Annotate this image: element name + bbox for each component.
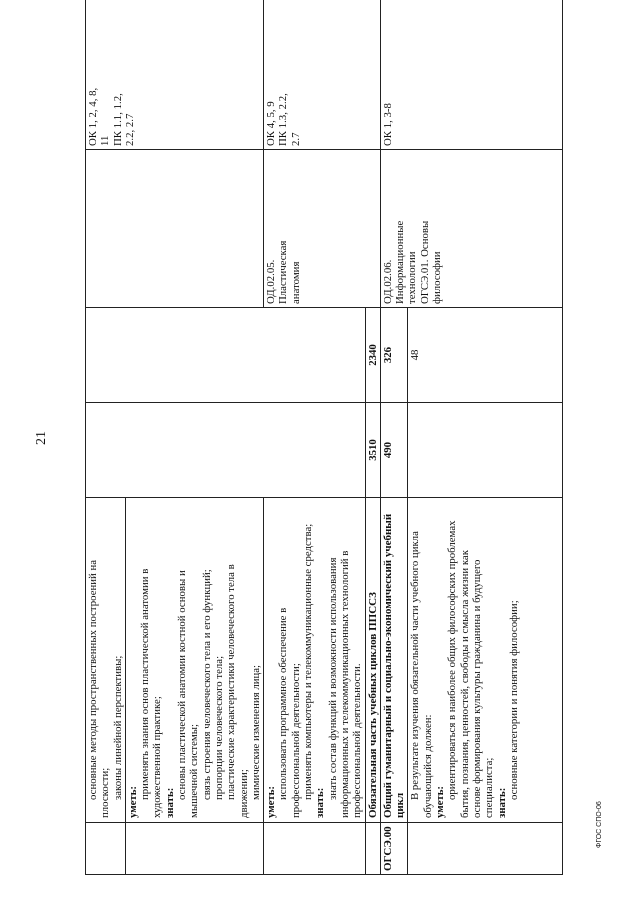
competency-line: ОК 4, 5, 9	[265, 101, 278, 146]
mandatory-cell	[86, 308, 366, 403]
competency-cell	[86, 0, 264, 150]
text-line: связь строения человеческого тела и его функций;	[200, 569, 213, 800]
discipline-line: анатомия	[289, 261, 302, 304]
table-row	[380, 0, 408, 875]
content-cell	[264, 498, 365, 823]
text-line: основные категории и понятия философии;	[507, 600, 520, 800]
max-load-cell	[408, 403, 563, 498]
mandatory-value: 326	[380, 308, 408, 403]
discipline-line: Информационные	[394, 220, 407, 304]
index-cell	[365, 823, 380, 875]
competency-line: 2.7	[289, 132, 302, 146]
index-cell: ОГСЭ.00	[380, 823, 408, 875]
table-row	[86, 0, 126, 875]
label-znat: знать:	[495, 787, 508, 818]
index-cell	[125, 823, 263, 875]
text-line: использовать программное обеспечение в	[277, 607, 290, 800]
text-line: профессиональной деятельности.	[351, 663, 364, 818]
competency-line: ПК 1.1, 1.2,	[111, 93, 124, 146]
max-load-value: 490	[380, 403, 408, 498]
text-line: мышечной системы;	[188, 724, 201, 818]
text-line: пластические характеристики человеческого тела в	[225, 564, 238, 800]
competency-cell	[264, 0, 381, 150]
text-line: профессиональной деятельности;	[289, 663, 302, 818]
competency-line: ПК 1.3, 2.2,	[277, 93, 290, 146]
page-number: 21	[34, 431, 49, 445]
text-line: В результате изучения обязательной части учебного цикла	[409, 531, 422, 800]
discipline-cell	[86, 150, 264, 308]
text-line: плоскости;	[99, 767, 112, 818]
discipline-line: философии	[431, 251, 444, 304]
competency-line: ОК 1, 2, 4, 8,	[87, 87, 99, 146]
label-umet: уметь:	[434, 785, 447, 818]
text-line: основные методы пространственных построений на	[87, 559, 99, 800]
text-line: пропорции человеческого тела;	[212, 655, 225, 800]
text-line: применять знания основ пластической анатомии в	[139, 568, 152, 800]
mandatory-value: 2340	[365, 308, 380, 403]
text-line: движении;	[237, 769, 250, 818]
text-line: мимические изменения лица;	[249, 664, 262, 800]
content-cell	[86, 498, 126, 823]
discipline-line: ОД.02.06.	[381, 259, 394, 304]
competency-line: 11	[99, 135, 112, 146]
mandatory-value: 48	[408, 308, 563, 403]
section-title: Обязательная часть учебных циклов ППССЗ	[365, 498, 380, 823]
max-load-cell	[86, 403, 366, 498]
philosophy-discipline	[436, 116, 456, 272]
competency-line: ОК 1, 3-8	[381, 103, 394, 146]
text-line: законы линейной перспективы;	[111, 655, 124, 800]
discipline-line: Пластическая	[277, 240, 290, 304]
index-cell	[264, 823, 365, 875]
text-line: художественной практике;	[151, 696, 164, 818]
max-load-value: 3510	[365, 403, 380, 498]
text-line: информационных и телекоммуникационных технологий в	[338, 550, 351, 818]
discipline-line: ОГСЭ.01. Основы	[418, 220, 431, 304]
index-cell	[408, 823, 563, 875]
label-znat: знать:	[314, 787, 327, 818]
text-line: основы пластической анатомии костной основы и	[176, 570, 189, 800]
footer-code: ФГОС СПО-06	[596, 801, 603, 848]
text-line: знать состав функций и возможности использования	[326, 557, 339, 800]
label-znat: знать:	[163, 787, 176, 818]
competency-line: 2.2, 2.7	[123, 113, 136, 146]
competency-cell	[380, 0, 563, 150]
index-cell	[86, 823, 126, 875]
section-title: Общий гуманитарный и социально-экономический учебный цикл	[380, 498, 408, 823]
content-cell	[408, 498, 563, 823]
text-line: основе формирования культуры гражданина и будущего	[470, 559, 483, 818]
text-line: специалиста;	[483, 757, 496, 818]
discipline-line: ОД.02.05.	[265, 259, 278, 304]
discipline-line: технологии	[406, 251, 419, 304]
content-cell	[125, 498, 263, 823]
label-umet: уметь:	[265, 785, 278, 818]
curriculum-table	[85, 0, 563, 875]
text-line: ориентироваться в наиболее общих философских проблемах	[446, 520, 459, 800]
discipline-cell	[380, 150, 563, 308]
text-line: применять компьютеры и телекоммуникационные средства;	[302, 523, 315, 800]
discipline-cell	[264, 150, 381, 308]
rotated-page	[85, 0, 590, 875]
text-line: обучающийся должен:	[421, 714, 434, 818]
label-umet: уметь:	[126, 785, 139, 818]
text-line: бытия, познания, ценностей, свободы и смысла жизни как	[458, 550, 471, 818]
